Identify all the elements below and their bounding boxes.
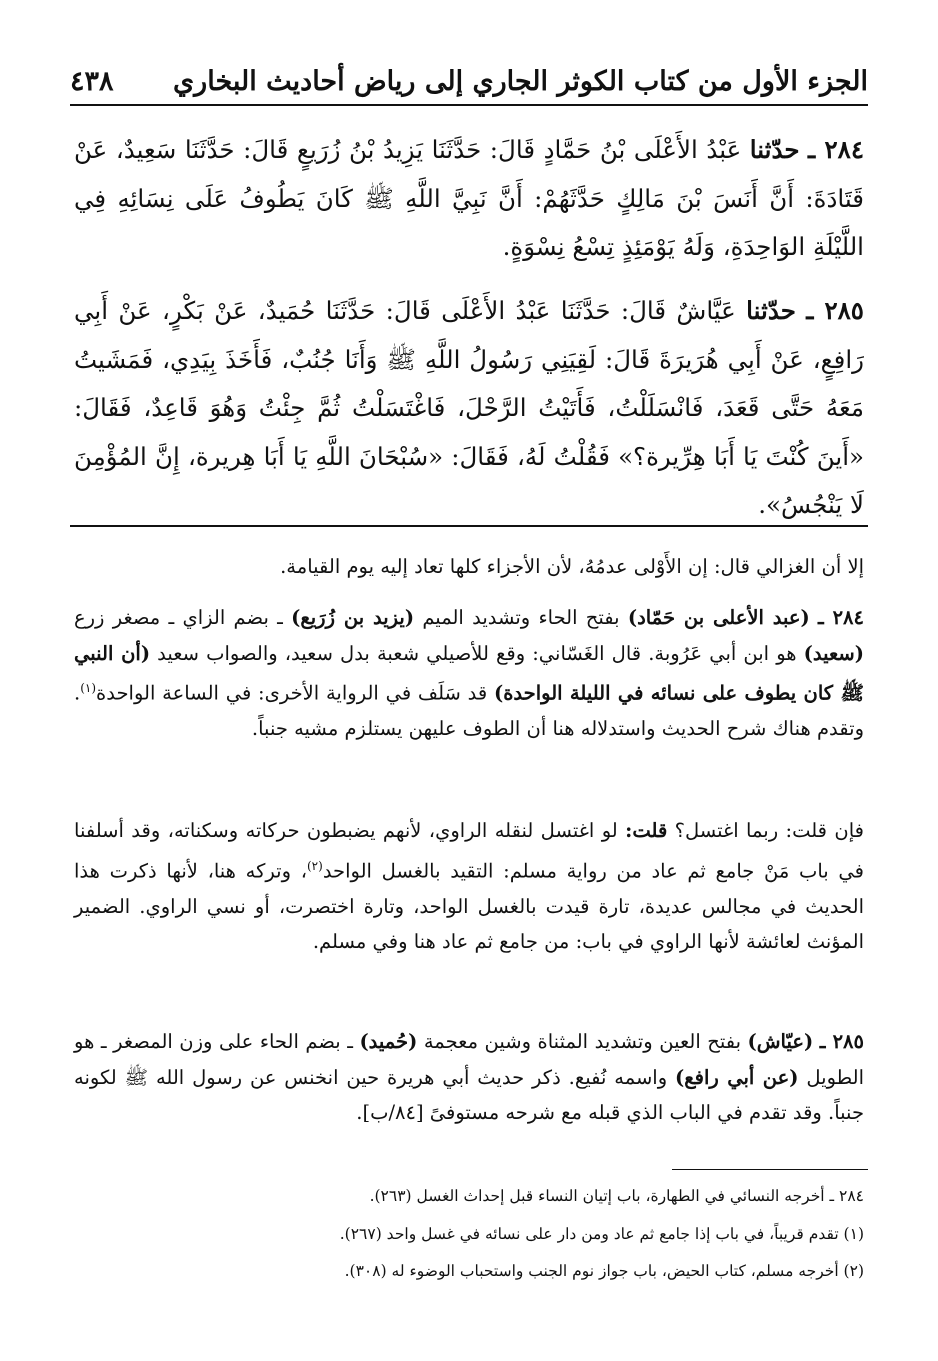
commentary-text: . وتقدم هناك شرح الحديث واستدلاله هنا أن الطوف عليهن يستلزم مشيه جنباً. [74, 681, 864, 740]
page-number: ٤٣٨ [70, 65, 114, 97]
hadith-number: ٢٨٥ ـ [806, 296, 864, 325]
bold-term: قلت: [625, 819, 668, 842]
hadith-text: عَيَّاشٌ قَالَ: حَدَّثَنَا عَبْدُ الأَعْلَى قَالَ: حَدَّثَنَا حُمَيدٌ، عَنْ بَكْرٍ، عَنْ أَبِي رَافِعٍ، عَنْ أَبِي هُرَيرَةَ قَالَ: لَقِيَنِي رَسُولُ اللَّهِ ﷺ وَأَنَا جُنُبٌ، فَأَخَذَ بِيَدِي، فَمَشَيتُ مَعَهُ حَتَّى قَعَدَ، فَانْسَلَلْتُ، فَأَتَيْتُ الرَّحْلَ، فَاغْتَسَلْتُ ثُمَّ جِئْتُ وَهُوَ قَاعِدٌ، فَقَالَ: «أَينَ كُنْتَ يَا أَبَا هِرِّيرة؟» فَقُلْتُ لَهُ، فَقَالَ: «سُبْحَانَ اللَّهِ يَا أَبَا هِريرة، إِنَّ المُؤْمِنَ لَا يَنْجُسُ». [74, 296, 864, 519]
commentary-text: هو ابن أبي عَرُوبة. قال الغَسّاني: وقع للأصيلي شعبة بدل سعيد، والصواب سعيد [150, 641, 804, 665]
footnote-284: ٢٨٤ ـ أخرجه النسائي في الطهارة، باب إتيان النساء قبل إحداث الغسل (٢٦٣). [369, 1187, 864, 1205]
hadith-number: ٢٨٤ ـ [808, 135, 864, 164]
commentary-text: فإن قلت: ربما اغتسل؟ [667, 819, 864, 842]
header-title: الجزء الأول من كتاب الكوثر الجاري إلى رياض أحاديث البخاري [173, 65, 868, 97]
hadith-lead: حدّثنا [746, 296, 796, 325]
commentary-text: ـ بضم الزاي ـ مصغر زرع [74, 606, 292, 629]
bold-term: (حُميد) [359, 1030, 418, 1053]
bold-term: (عن أبي رافع) [675, 1065, 799, 1089]
commentary-284 [74, 600, 864, 747]
hadith-285 [74, 287, 864, 530]
commentary-intro: إلا أن الغزالي قال: إن الأَوْلى عدمُهُ، لأن الأجزاء كلها تعاد إليه يوم القيامة. [280, 555, 864, 578]
page-header [70, 58, 868, 104]
footnote-ref[interactable]: (٢) [306, 858, 323, 873]
commentary-number: ٢٨٥ ـ [819, 1030, 864, 1053]
bold-term: (عيّاش) [747, 1030, 814, 1053]
commentary-text: واسمه نُفيع. ذكر حديث أبي هريرة حين انخنس عن رسول الله ﷺ لكونه جنباً. وقد تقدم في الباب الذي قبله مع شرحه مستوفىً [٨٤/ب]. [74, 1065, 864, 1124]
section-separator [70, 525, 868, 527]
footnote-1: (١) تقدم قريباً، في باب إذا جامع ثم عاد ومن دار على نسائه في غسل واحد (٢٦٧). [339, 1225, 864, 1243]
commentary-text: قد سَلَف في الرواية الأخرى: في الساعة الواحدة [96, 681, 494, 705]
commentary-text: ، وتركه هنا، لأنها ذكرت هذا الحديث في مجالس عديدة، تارة قيدت بالغسل الواحد، وتارة اختصرت، أو نسي الراوي. الضمير المؤنث لعائشة لأنها الراوي في باب: من جامع ثم عاد هنا وفي مسلم. [74, 859, 864, 953]
bold-term: (أن النبي ﷺ كان يطوف على نسائه في الليلة الواحدة) [74, 641, 864, 705]
commentary-text: بفتح الحاء وتشديد الميم [414, 606, 628, 629]
hadith-text: عَبْدُ الأَعْلَى بْنُ حَمَّادٍ قَالَ: حَدَّثَنَا يَزِيدُ بْنُ زُرَيعٍ قَالَ: حَدَّثَنَا سَعِيدٌ، عَنْ قَتَادَةَ: أَنَّ أَنَسَ بْنَ مَالِكٍ حَدَّثَهُمْ: أَنَّ نَبِيَّ اللَّهِ ﷺ كَانَ يَطُوفُ عَلَى نِسَائِهِ فِي اللَّيْلَةِ الوَاحِدَةِ، وَلَهُ يَوْمَئِذٍ تِسْعُ نِسْوَةٍ. [74, 135, 864, 261]
bold-term: (يزيد بن زُرَيع) [291, 606, 415, 629]
bold-term: (عبد الأعلى بن حَمّاد) [627, 606, 810, 629]
commentary-qult [74, 813, 864, 960]
commentary-text: بفتح العين وتشديد المثناة وشين معجمة [417, 1030, 748, 1053]
bold-term: (سعيد) [803, 641, 864, 665]
hadith-284 [74, 126, 864, 272]
commentary-number: ٢٨٤ ـ [818, 606, 864, 629]
commentary-285 [74, 1024, 864, 1131]
commentary-text: ـ بضم الحاء على وزن المصغر ـ هو الطويل [74, 1030, 864, 1089]
footnote-2: (٢) أخرجه مسلم، كتاب الحيض، باب جواز نوم الجنب واستحباب الوضوء له (٣٠٨). [344, 1262, 864, 1280]
footnote-rule [672, 1169, 868, 1170]
commentary-text: لو اغتسل لنقله الراوي، لأنهم يضبطون حركاته وسكناته، وقد أسلفنا في باب مَنْ جامع ثم عاد من رواية مسلم: التقيد بالغسل الواحد [74, 819, 864, 882]
header-rule [70, 104, 868, 106]
hadith-lead: حدّثنا [749, 135, 800, 164]
footnote-ref[interactable]: (١) [80, 681, 97, 695]
